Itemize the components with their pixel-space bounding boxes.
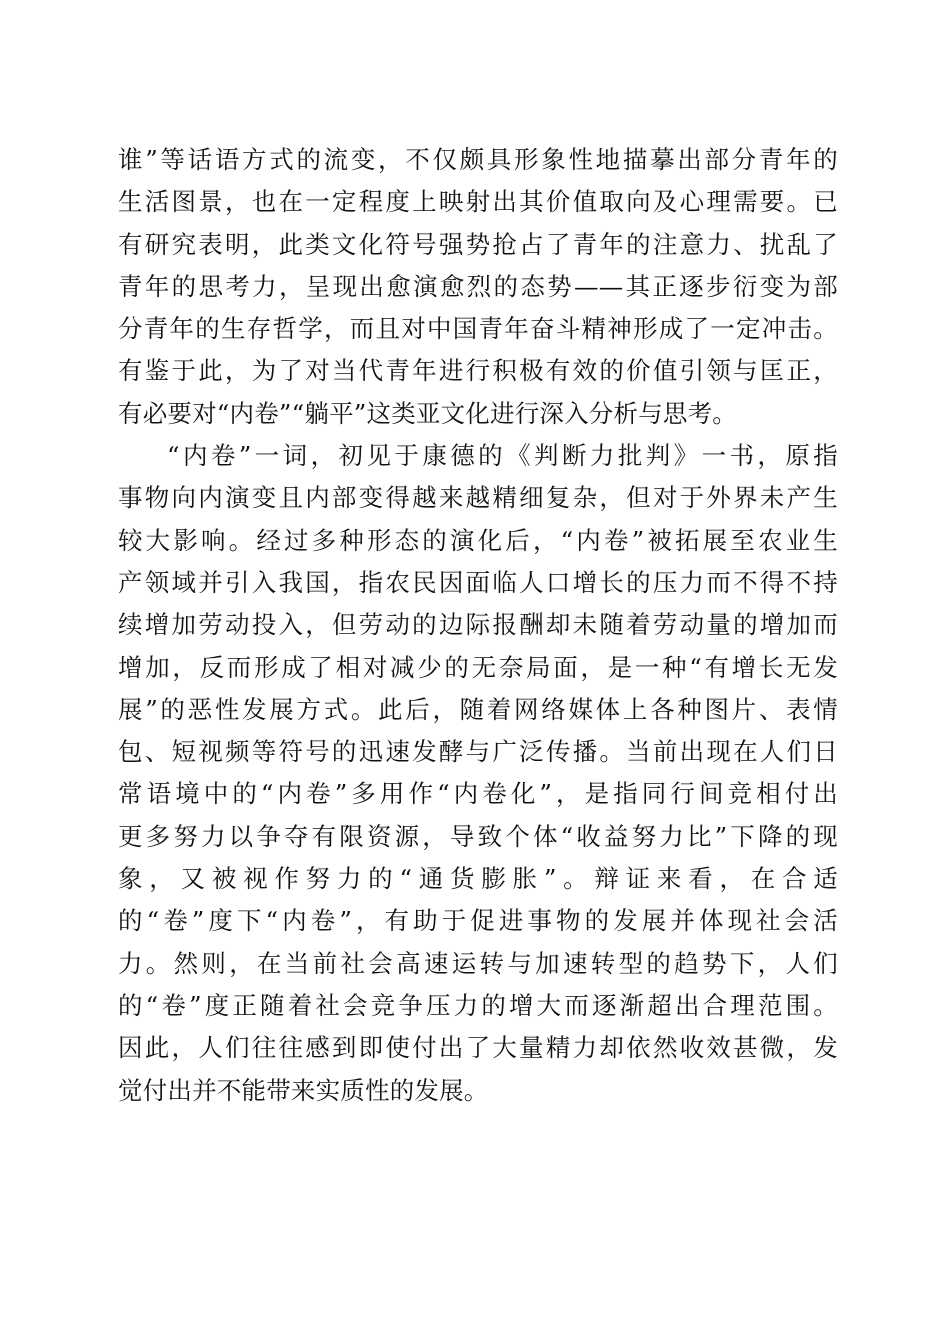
text-line: “内卷”一词，初见于康德的《判断力批判》一书，原指 bbox=[167, 441, 838, 471]
text-line: 常语境中的“内卷”多用作“内卷化”，是指同行间竞相付出 bbox=[118, 779, 838, 809]
text-line: 象，又被视作努力的“通货膨胀”。辩证来看，在合适 bbox=[118, 864, 838, 894]
text-line: 谁”等话语方式的流变，不仅颇具形象性地描摹出部分青年的 bbox=[118, 145, 838, 174]
text-line: 事物向内演变且内部变得越来越精细复杂，但对于外界未产生 bbox=[118, 483, 838, 513]
text-line: 青年的思考力，呈现出愈演愈烈的态势——其正逐步衍变为部 bbox=[118, 271, 838, 301]
text-line: 续增加劳动投入，但劳动的边际报酬却未随着劳动量的增加而 bbox=[118, 610, 838, 640]
text-line: 生活图景，也在一定程度上映射出其价值取向及心理需要。已 bbox=[118, 187, 838, 217]
text-line: 的“卷”度正随着社会竞争压力的增大而逐渐超出合理范围。 bbox=[118, 990, 838, 1020]
text-line: 有鉴于此，为了对当代青年进行积极有效的价值引领与匡正， bbox=[118, 356, 838, 386]
text-line: 因此，人们往往感到即使付出了大量精力却依然收效甚微，发 bbox=[118, 1033, 838, 1063]
text-line: 的“卷”度下“内卷”，有助于促进事物的发展并体现社会活 bbox=[118, 906, 838, 936]
text-line: 展”的恶性发展方式。此后，随着网络媒体上各种图片、表情 bbox=[118, 694, 838, 724]
text-line: 产领域并引入我国，指农民因面临人口增长的压力而不得不持 bbox=[118, 567, 838, 597]
text-line: 分青年的生存哲学，而且对中国青年奋斗精神形成了一定冲击。 bbox=[118, 314, 838, 344]
text-line: 较大影响。经过多种形态的演化后，“内卷”被拓展至农业生 bbox=[118, 525, 838, 555]
text-line: 有研究表明，此类文化符号强势抢占了青年的注意力、扰乱了 bbox=[118, 229, 838, 259]
text-line: 力。然则，在当前社会高速运转与加速转型的趋势下，人们 bbox=[118, 948, 838, 978]
text-line: 增加，反而形成了相对减少的无奈局面，是一种“有增长无发 bbox=[118, 652, 838, 682]
text-line: 更多努力以争夺有限资源，导致个体“收益努力比”下降的现 bbox=[118, 821, 838, 851]
text-line: 包、短视频等符号的迅速发酵与广泛传播。当前出现在人们日 bbox=[118, 737, 838, 767]
text-line: 有必要对“内卷”“躺平”这类亚文化进行深入分析与思考。 bbox=[118, 398, 737, 428]
body-text bbox=[118, 139, 838, 1112]
text-line: 觉付出并不能带来实质性的发展。 bbox=[118, 1075, 489, 1105]
